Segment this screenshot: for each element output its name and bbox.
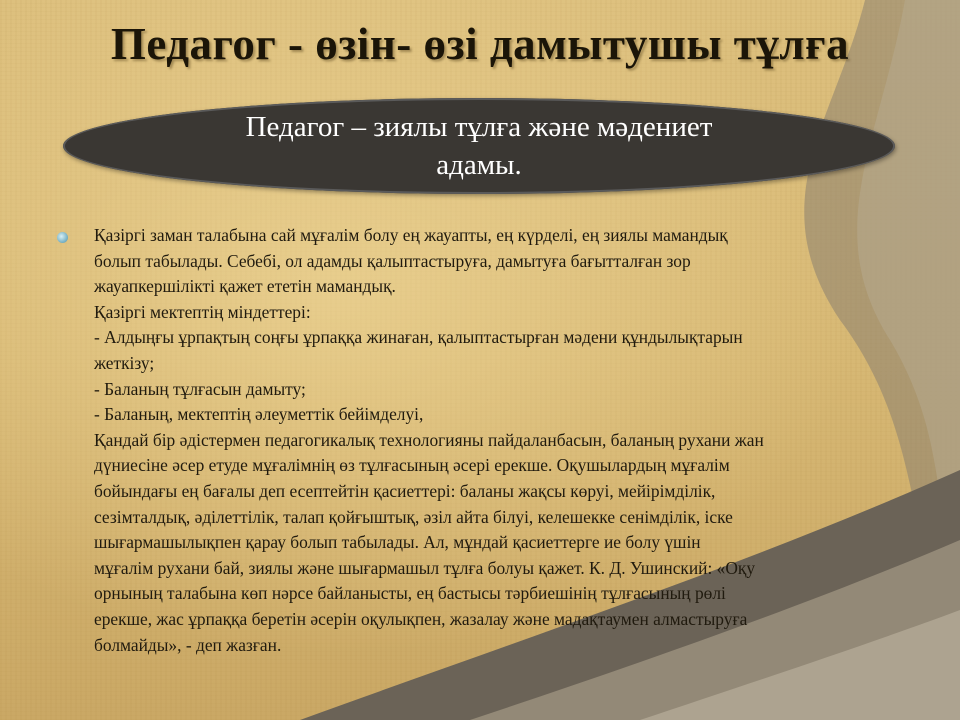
body-text: Қазіргі заман талабына сай мұғалім болу ең жауапты, ең күрделі, ең зиялы мамандық болып табылады. Себебі, ол адамды қалыптастыруға, дамытуға бағытталған зор жауапкершілікті қажет ететін мамандық. Қазіргі мектептің міндеттері: - Алдыңғы ұрпақтың соңғы ұрпаққа жинаған, қалыптастырған мәдени құндылықтарын жеткізу; - Баланың тұлғасын дамыту; - Баланың, мектептің әлеуметтік бейімделуі, Қандай бір әдістермен педагогикалық технологияны пайдаланбасын, баланың рухани жан дүниесіне әсер етуде мұғалімнің өз тұлғасының әсері ерекше. Оқушылардың мұғалім бойындағы ең бағалы деп есептейтін қасиеттері: баланы жақсы көруі, мейірімділік, сезімталдық, әділеттілік, талап қойғыштық, әзіл айта білуі, келешекке сенімділік, іске шығармашылықпен қарау болып табылады. Ал, мұндай қасиеттерге ие болу үшін мұғалім рухани бай, зиялы және шығармашыл тұлға болуы қажет. К. Д. Ушинский: «Оқу орнының талабына көп нәрсе байланысты, ең бастысы тәрбиешінің тұлғасының рөлі ерекше, жас ұрпаққа беретін әсерін оқулықпен, жазалау және мадақтаумен алмастыруға болмайды», - деп жазған. — [94, 225, 764, 655]
subtitle-text — [63, 108, 895, 184]
subtitle-line: Педагог – зиялы тұлға және мәдениет адамы. — [245, 111, 713, 181]
slide-title: Педагог - өзін- өзі дамытушы тұлға — [110, 19, 850, 69]
bullet-dot-icon — [57, 232, 68, 243]
